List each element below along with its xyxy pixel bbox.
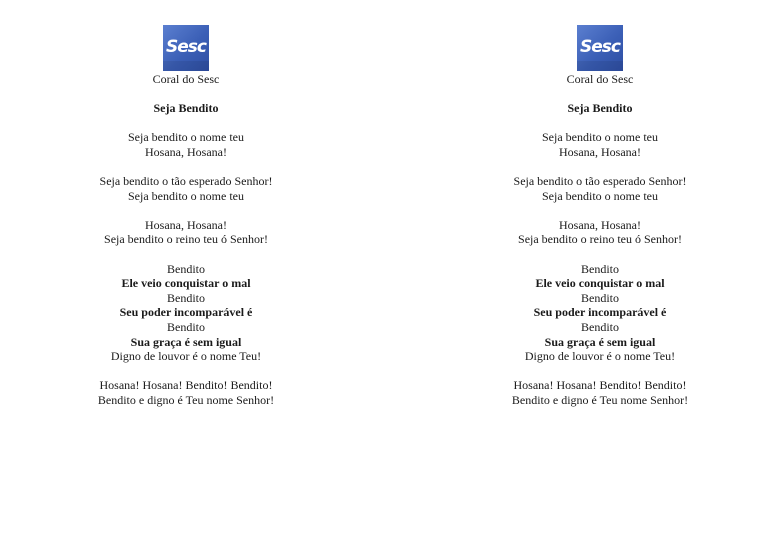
lyric-line: Bendito e digno é Teu nome Senhor! bbox=[97, 392, 275, 407]
lyric-line: Bendito bbox=[167, 261, 205, 276]
lyric-line: Seja bendito o nome teu bbox=[128, 188, 244, 203]
lyric-line: Seja bendito o nome teu bbox=[128, 130, 244, 145]
lyric-line-bold: Ele veio conquistar o mal bbox=[535, 276, 665, 291]
lyric-line: Seja bendito o reino teu ó Senhor! bbox=[518, 232, 682, 247]
lyrics-column bbox=[0, 25, 378, 407]
right-page bbox=[408, 0, 768, 543]
lyric-line: Hosana, Hosana! bbox=[559, 217, 641, 232]
lyric-line: Bendito e digno é Teu nome Senhor! bbox=[511, 392, 689, 407]
lyric-line-bold: Sua graça é sem igual bbox=[130, 334, 242, 349]
left-page bbox=[0, 0, 378, 543]
lyric-line: Bendito bbox=[581, 261, 619, 276]
lyric-line: Seja bendito o tão esperado Senhor! bbox=[99, 173, 273, 188]
lyric-line: Hosana! Hosana! Bendito! Bendito! bbox=[513, 378, 687, 393]
lyric-line: Bendito bbox=[167, 319, 205, 334]
stanza-3 bbox=[408, 218, 768, 247]
choir-name: Coral do Sesc bbox=[566, 72, 634, 86]
lyric-line: Seja bendito o reino teu ó Senhor! bbox=[104, 232, 268, 247]
song-title: Seja Bendito bbox=[153, 101, 219, 115]
sesc-logo bbox=[577, 25, 623, 71]
choir-name: Coral do Sesc bbox=[152, 72, 220, 86]
lyric-line: Hosana, Hosana! bbox=[145, 144, 227, 159]
stanza-2 bbox=[408, 174, 768, 203]
song-title: Seja Bendito bbox=[567, 101, 633, 115]
stanza-4 bbox=[408, 262, 768, 364]
stanza-1 bbox=[0, 130, 378, 159]
lyric-line-bold: Seu poder incomparável é bbox=[533, 305, 667, 320]
lyric-line: Hosana, Hosana! bbox=[559, 144, 641, 159]
lyric-line-bold: Ele veio conquistar o mal bbox=[121, 276, 251, 291]
stanza-1 bbox=[408, 130, 768, 159]
lyric-line: Seja bendito o nome teu bbox=[542, 188, 658, 203]
logo-text: Sesc bbox=[166, 37, 206, 57]
lyric-line: Seja bendito o nome teu bbox=[542, 130, 658, 145]
stanza-5 bbox=[408, 378, 768, 407]
lyric-line: Digno de louvor é o nome Teu! bbox=[524, 349, 676, 364]
stanza-2 bbox=[0, 174, 378, 203]
sesc-logo bbox=[163, 25, 209, 71]
lyric-line-bold: Seu poder incomparável é bbox=[119, 305, 253, 320]
lyric-line: Bendito bbox=[167, 290, 205, 305]
stanza-3 bbox=[0, 218, 378, 247]
stanza-4 bbox=[0, 262, 378, 364]
lyric-line: Bendito bbox=[581, 290, 619, 305]
stanza-5 bbox=[0, 378, 378, 407]
lyric-line: Seja bendito o tão esperado Senhor! bbox=[513, 173, 687, 188]
lyric-line-bold: Sua graça é sem igual bbox=[544, 334, 656, 349]
lyrics-column bbox=[408, 25, 768, 407]
lyric-line: Hosana! Hosana! Bendito! Bendito! bbox=[99, 378, 273, 393]
lyric-line: Bendito bbox=[581, 319, 619, 334]
lyric-line: Hosana, Hosana! bbox=[145, 217, 227, 232]
lyric-line: Digno de louvor é o nome Teu! bbox=[110, 349, 262, 364]
logo-text: Sesc bbox=[580, 37, 620, 57]
